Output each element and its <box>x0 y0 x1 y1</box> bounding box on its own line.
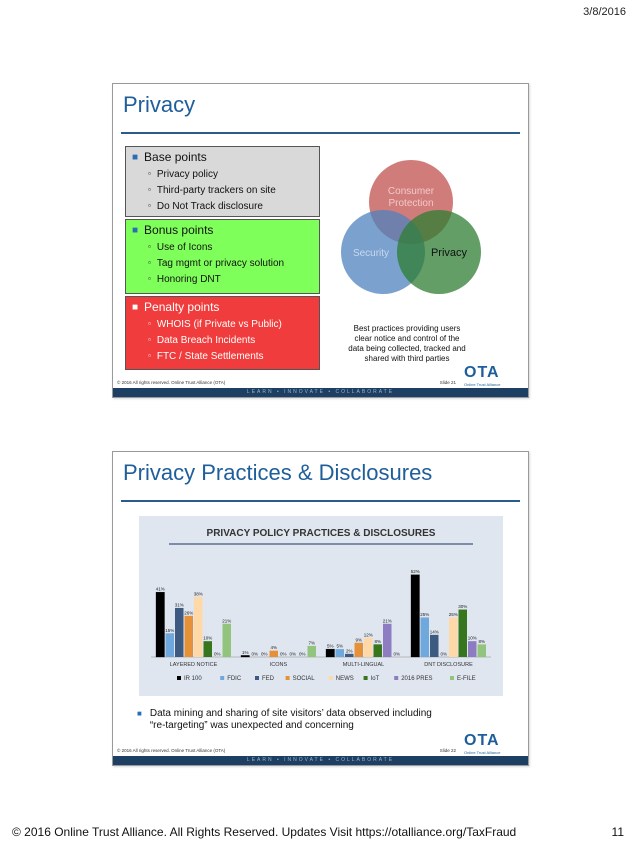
legend-swatch <box>364 676 368 680</box>
page-footer <box>12 825 624 839</box>
bar-social <box>270 651 279 657</box>
page-number: 11 <box>611 825 624 839</box>
footer-strip: LEARN • INNOVATE • COLLABORATE <box>113 388 528 397</box>
bar-ir-100 <box>156 592 165 657</box>
legend-label: FED <box>262 676 274 682</box>
data-label: 10% <box>203 635 213 641</box>
bar-news <box>364 638 373 657</box>
sub-bullet-icon: ▫ <box>148 274 151 283</box>
list-item: ▫ Data Breach Incidents <box>148 335 256 346</box>
bar-fed <box>175 608 184 657</box>
ota-logo: OTA Online Trust Alliance <box>464 732 501 755</box>
data-label: 41% <box>155 586 165 592</box>
legend-label: SOCIAL <box>292 676 315 682</box>
bar-iot <box>374 644 383 657</box>
legend-swatch <box>177 676 181 680</box>
sub-bullet-icon: ▫ <box>148 201 151 210</box>
print-date: 3/8/2016 <box>583 6 626 18</box>
data-label: 8% <box>374 638 382 644</box>
venn-label-top-line2: Protection <box>388 198 434 209</box>
bar-iot <box>204 641 213 657</box>
legend-swatch <box>255 676 259 680</box>
data-label: 30% <box>458 604 468 610</box>
ota-logo: OTA Online Trust Alliance <box>464 364 501 387</box>
list-item: ▫ Privacy policy <box>148 169 218 180</box>
bar-ir-100 <box>241 655 250 657</box>
bar-e-file <box>478 644 487 657</box>
data-label: 0% <box>393 651 401 657</box>
data-label: 31% <box>174 602 184 608</box>
title-rule <box>121 500 520 502</box>
bullet-icon: ■ <box>132 224 139 236</box>
venn-caption: Best practices providing users clear notice and control of the data being collected, tracked and shared with third parties <box>348 324 466 363</box>
base-points-box <box>125 146 320 217</box>
data-label: 15% <box>165 627 175 633</box>
list-item: ▫ Use of Icons <box>148 242 213 253</box>
bar-ir-100 <box>326 649 335 657</box>
slide-number: Slide 21 <box>439 380 456 385</box>
data-label: 0% <box>440 651 448 657</box>
bar-iot <box>459 610 468 657</box>
bar-fdic <box>421 617 430 657</box>
bullet-icon: ■ <box>132 151 139 163</box>
legend-label: FDIC <box>227 676 242 682</box>
bar-2016-pres <box>468 641 477 657</box>
data-label: 2% <box>345 648 353 654</box>
penalty-points-box <box>125 296 320 370</box>
bar-e-file <box>223 624 232 657</box>
bar-chart <box>139 516 503 696</box>
bonus-points-box <box>125 219 320 294</box>
footer-strip: LEARN • INNOVATE • COLLABORATE <box>113 756 528 765</box>
data-label: 5% <box>326 643 334 649</box>
data-label: 0% <box>289 651 297 657</box>
category-label: DNT DISCLOSURE <box>424 662 473 668</box>
sub-bullet-icon: ▫ <box>148 351 151 360</box>
bar-fdic <box>336 649 345 657</box>
chart-title: PRIVACY POLICY PRACTICES & DISCLOSURES <box>206 528 436 539</box>
slide-title: Privacy <box>123 92 196 117</box>
legend-label: IoT <box>370 676 380 682</box>
sub-bullet-icon: ▫ <box>148 319 151 328</box>
list-item: ▫ Third-party trackers on site <box>148 185 276 196</box>
data-label: 52% <box>410 569 420 575</box>
list-item: ▫ Tag mgmt or privacy solution <box>148 258 285 269</box>
data-label: 10% <box>467 635 477 641</box>
bar-news <box>194 597 203 657</box>
data-label: 1% <box>241 649 249 655</box>
data-label: 8% <box>478 638 486 644</box>
slide-copyright: © 2016 All rights reserved. Online Trust Alliance (OTA) <box>117 748 226 753</box>
category-label: ICONS <box>269 662 288 668</box>
sub-bullet-icon: ▫ <box>148 258 151 267</box>
bar-2016-pres <box>383 624 392 657</box>
box-heading: ■ Bonus points <box>132 223 214 237</box>
sub-bullet-icon: ▫ <box>148 335 151 344</box>
legend-label: IR 100 <box>184 676 202 682</box>
bullet-icon: ■ <box>132 301 139 313</box>
title-rule <box>121 132 520 134</box>
data-label: 21% <box>222 618 232 624</box>
legend-swatch <box>286 676 290 680</box>
venn-label-security: Security <box>352 248 390 259</box>
box-heading: ■ Base points <box>132 150 207 164</box>
page-footer-text: © 2016 Online Trust Alliance. All Rights Reserved. Updates Visit https://otalliance.org/TaxFraud <box>12 825 517 839</box>
sub-bullet-icon: ▫ <box>148 169 151 178</box>
data-label: 12% <box>363 632 373 638</box>
slide-copyright: © 2016 All rights reserved. Online Trust Alliance (OTA) <box>117 380 226 385</box>
bar-fed <box>345 654 354 657</box>
venn-diagram <box>331 152 491 302</box>
bar-fed <box>430 635 439 657</box>
slide-privacy <box>112 83 529 398</box>
data-label: 9% <box>355 637 363 643</box>
bar-ir-100 <box>411 575 420 657</box>
bar-e-file <box>308 646 317 657</box>
data-label: 25% <box>420 611 430 617</box>
box-heading: ■ Penalty points <box>132 300 220 314</box>
data-label: 0% <box>213 651 221 657</box>
venn-label-privacy: Privacy <box>430 247 468 259</box>
data-label: 38% <box>193 591 203 597</box>
data-label: 0% <box>279 651 287 657</box>
list-item: ▫ WHOIS (if Private vs Public) <box>148 319 282 330</box>
list-item: ▫ FTC / State Settlements <box>148 351 264 362</box>
legend-swatch <box>450 676 454 680</box>
data-label: 0% <box>298 651 306 657</box>
finding-bullet: ■ Data mining and sharing of site visitors’ data observed including “re-targeting” was unexpected and concerning <box>137 708 432 731</box>
sub-bullet-icon: ▫ <box>148 185 151 194</box>
legend-swatch <box>394 676 398 680</box>
legend-swatch <box>220 676 224 680</box>
sub-bullet-icon: ▫ <box>148 242 151 251</box>
data-label: 25% <box>448 611 458 617</box>
bar-social <box>355 643 364 657</box>
data-label: 0% <box>251 651 259 657</box>
data-label: 26% <box>184 610 194 616</box>
list-item: ▫ Honoring DNT <box>148 274 221 285</box>
data-label: 5% <box>336 643 344 649</box>
venn-label-top-line1: Consumer <box>387 186 435 197</box>
slide-number: Slide 22 <box>439 748 456 753</box>
category-label: MULTI-LINGUAL <box>342 662 385 668</box>
data-label: 4% <box>270 645 278 651</box>
chart-panel <box>139 516 503 696</box>
data-label: 7% <box>308 640 316 646</box>
category-label: LAYERED NOTICE <box>169 662 218 668</box>
legend-label: E-FILE <box>457 676 476 682</box>
bar-news <box>449 617 458 657</box>
legend-label: NEWS <box>335 676 354 682</box>
data-label: 14% <box>429 629 439 635</box>
legend-label: 2016 PRES <box>401 676 433 682</box>
list-item: ▫ Do Not Track disclosure <box>148 201 263 212</box>
bullet-icon: ■ <box>137 709 142 718</box>
slide-privacy-practices <box>112 451 529 766</box>
legend-swatch <box>329 676 333 680</box>
bar-fdic <box>166 633 175 657</box>
slide-title: Privacy Practices & Disclosures <box>123 460 433 485</box>
data-label: 21% <box>382 618 392 624</box>
bar-social <box>185 616 194 657</box>
data-label: 0% <box>260 651 268 657</box>
